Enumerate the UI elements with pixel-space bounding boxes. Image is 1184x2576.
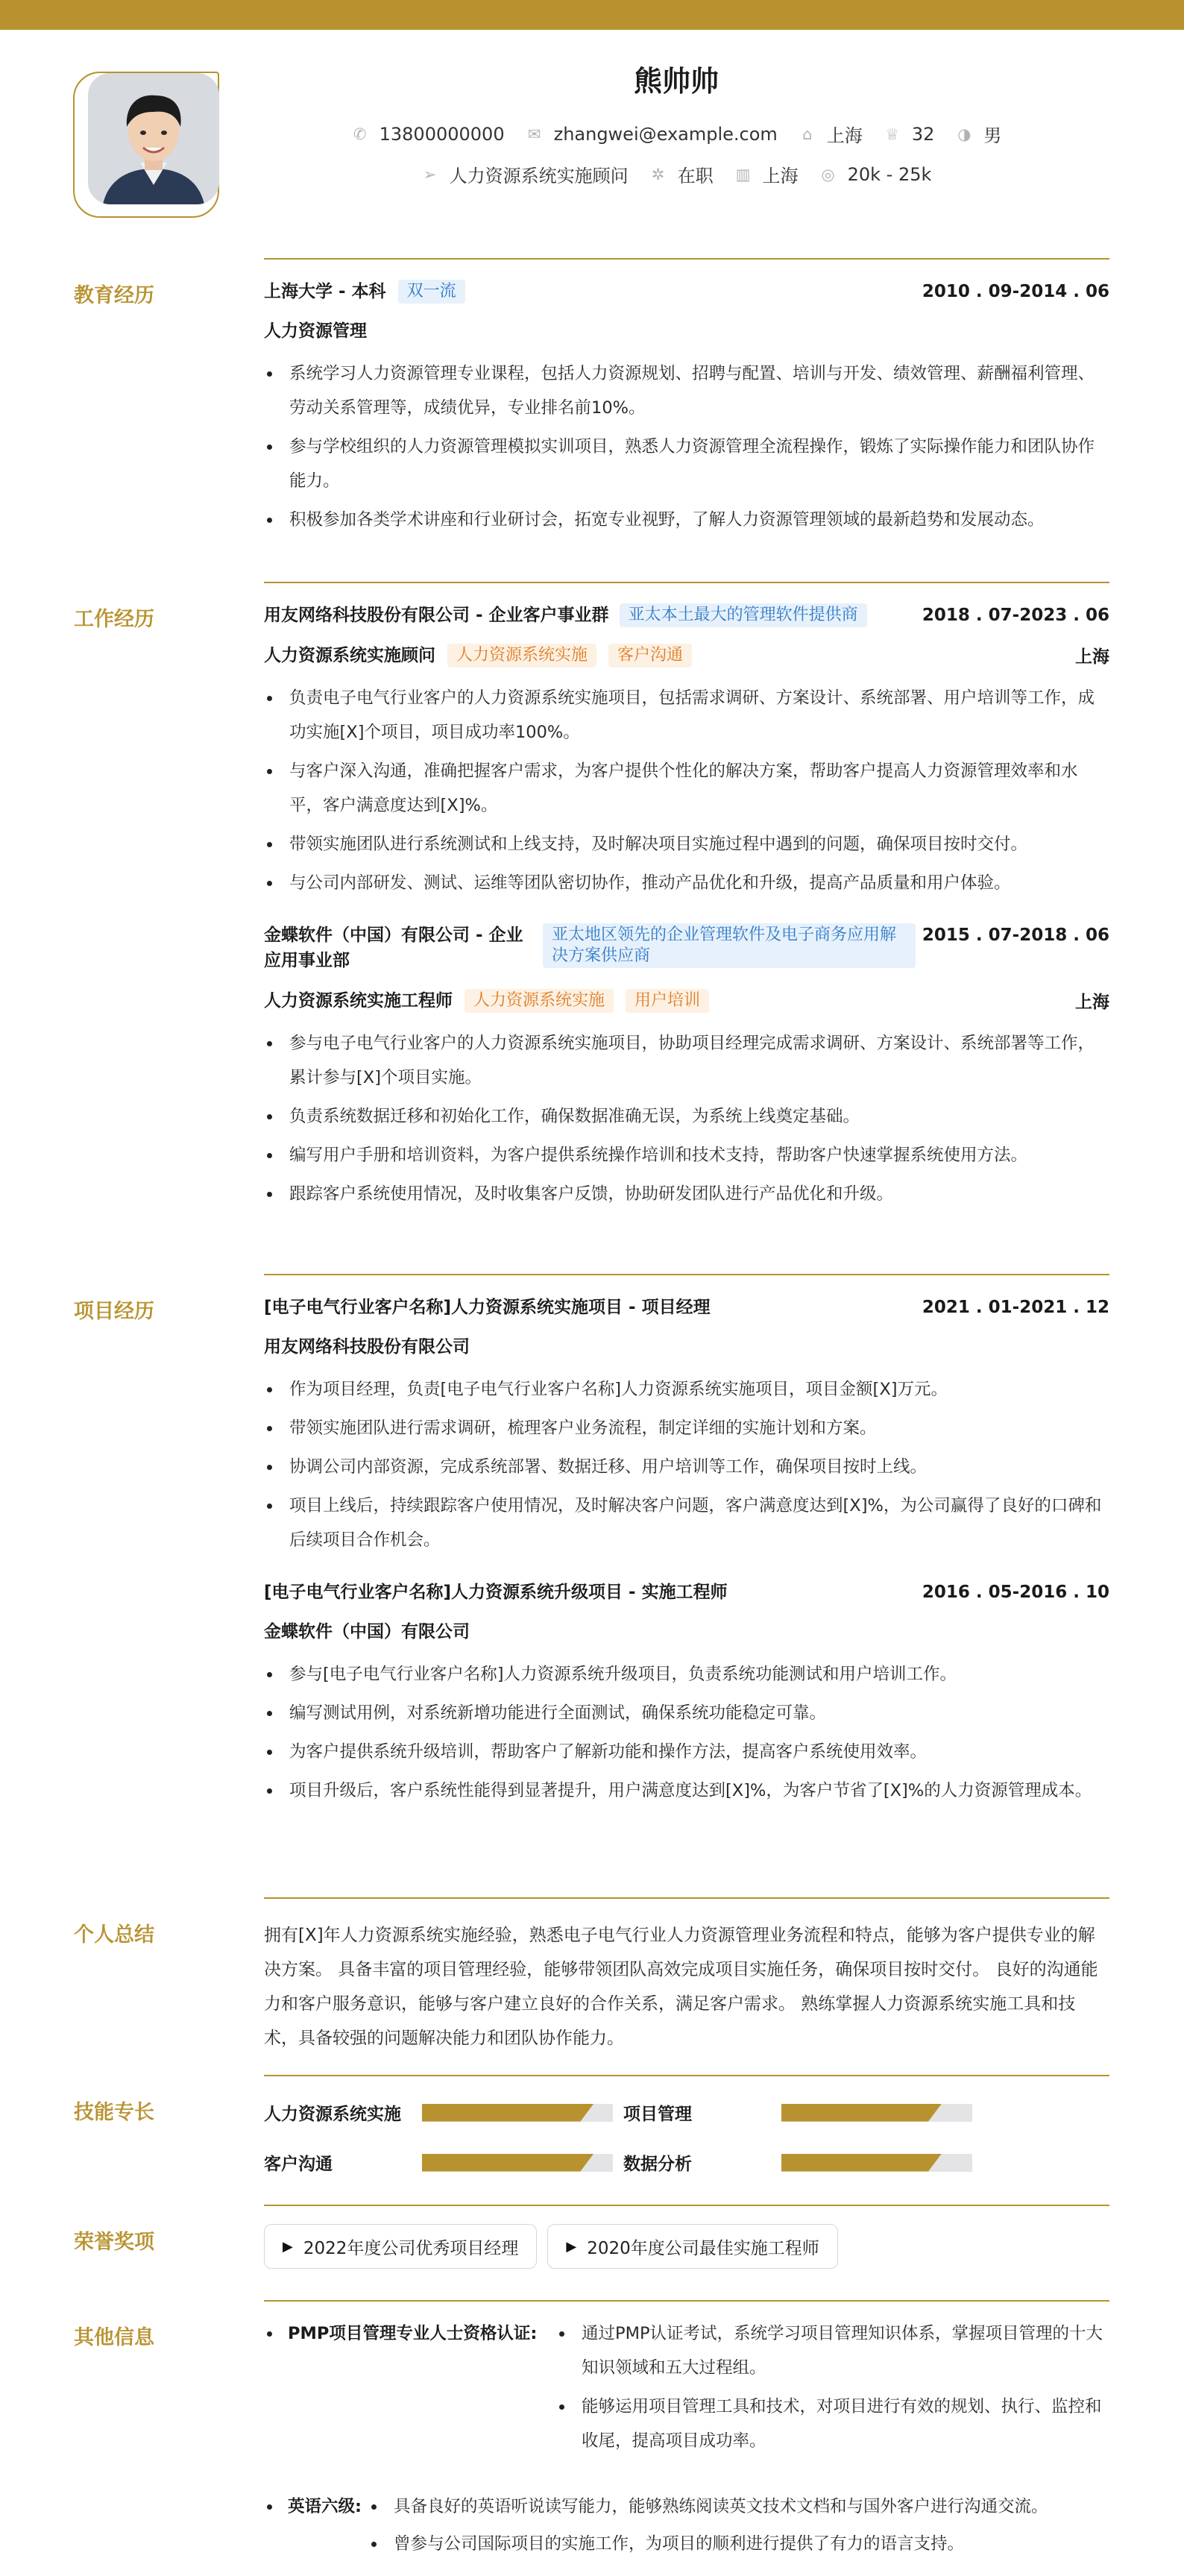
email-value: zhangwei@example.com xyxy=(553,123,778,145)
company-name: 金蝶软件（中国）有限公司 - 企业应用事业部 xyxy=(264,926,523,970)
role-title: 人力资源系统实施顾问 xyxy=(264,645,435,665)
project-entry-header xyxy=(264,1295,1109,1320)
skill-item xyxy=(623,2150,996,2175)
intention-row xyxy=(224,161,1129,187)
education-date: 2010 . 09-2014 . 06 xyxy=(922,282,1109,301)
city-item xyxy=(734,161,799,187)
project-name: [电子电气行业客户名称]人力资源系统实施项目 - 项目经理 xyxy=(264,1298,711,1317)
skill-bar-fill xyxy=(422,2154,593,2172)
list-item: 通过PMP认证考试，系统学习项目管理知识体系，掌握项目管理的十大知识领域和五大过程组。 xyxy=(556,2316,1109,2385)
list-item: 项目升级后，客户系统性能得到显著提升，用户满意度达到[X]%，为客户节省了[X]%的人力资源管理成本。 xyxy=(264,1774,1109,1808)
section-divider xyxy=(264,2205,1109,2206)
other-info-body xyxy=(264,2316,1109,2572)
section-title: 工作经历 xyxy=(74,608,154,631)
skill-item xyxy=(623,2100,996,2125)
project-bullets xyxy=(264,1372,1109,1557)
skill-name: 数据分析 xyxy=(623,2155,692,2174)
skill-bar xyxy=(781,2154,972,2172)
skills-body xyxy=(264,2100,1109,2175)
major: 人力资源管理 xyxy=(264,321,367,341)
phone-value: 13800000000 xyxy=(379,123,505,145)
hometown-value: 上海 xyxy=(826,125,863,146)
award-item xyxy=(264,2224,537,2269)
play-icon: ▶ xyxy=(566,2238,577,2255)
summary-text: 拥有[X]年人力资源系统实施经验，熟悉电子电气行业人力资源管理业务流程和特点，能够为客户提供专业的解决方案。 具备丰富的项目管理经验，能够带领团队高效完成项目实施任务，确保项目按时交付。 良好的沟通能力和客户服务意识，能够与客户建立良好的合作关系，满足客户需求。 熟练掌握人力资源系统实施工具和技术，具备较强的问题解决能力和团队协作能力。 xyxy=(264,1926,1098,2048)
section-divider xyxy=(264,582,1109,583)
project-name: [电子电气行业客户名称]人力资源系统升级项目 - 实施工程师 xyxy=(264,1583,728,1602)
list-item: 跟踪客户系统使用情况，及时收集客户反馈，协助研发团队进行产品优化和升级。 xyxy=(264,1177,1109,1211)
list-item: 编写测试用例，对系统新增功能进行全面测试，确保系统功能稳定可靠。 xyxy=(264,1696,1109,1730)
role-tag: 用户培训 xyxy=(626,989,709,1013)
list-item: 编写用户手册和培训资料，为客户提供系统操作培训和技术支持，帮助客户快速掌握系统使用方法。 xyxy=(264,1138,1109,1172)
other-info-values xyxy=(368,2489,1109,2566)
list-item: 协调公司内部资源，完成系统部署、数据迁移、用户培训等工作，确保项目按时上线。 xyxy=(264,1450,1109,1484)
other-info-item xyxy=(264,2489,1109,2572)
section-divider xyxy=(264,2075,1109,2076)
section-title: 技能专长 xyxy=(74,2101,154,2124)
work-city: 上海 xyxy=(1075,993,1109,1012)
other-info-key: PMP项目管理专业人士资格认证: xyxy=(264,2316,537,2351)
role-row xyxy=(264,643,1109,667)
phone-item xyxy=(351,124,505,145)
list-item: 作为项目经理，负责[电子电气行业客户名称]人力资源系统实施项目，项目金额[X]万元。 xyxy=(264,1372,1109,1407)
list-item: 曾参与公司国际项目的实施工作，为项目的顺利进行提供了有力的语言支持。 xyxy=(368,2527,1109,2561)
summary-body xyxy=(264,1918,1109,2055)
section-title: 荣誉奖项 xyxy=(74,2231,154,2254)
section-title: 个人总结 xyxy=(74,1923,154,1947)
gear-icon: ✲ xyxy=(651,165,665,183)
age-item xyxy=(884,124,935,145)
work-body xyxy=(264,603,1109,1216)
email-item xyxy=(526,124,778,145)
section-divider xyxy=(264,1897,1109,1899)
work-date: 2015 . 07-2018 . 06 xyxy=(922,926,1109,945)
home-icon: ⌂ xyxy=(802,125,813,143)
skill-name: 客户沟通 xyxy=(264,2155,333,2174)
education-body xyxy=(264,279,1109,541)
school-degree: 上海大学 - 本科 xyxy=(264,282,386,301)
project-bullets xyxy=(264,1657,1109,1808)
play-icon: ▶ xyxy=(283,2238,293,2255)
city-value: 上海 xyxy=(762,166,799,186)
section-title: 其他信息 xyxy=(74,2326,154,2349)
salary-value: 20k - 25k xyxy=(847,163,932,185)
project-company-row xyxy=(264,1620,1109,1644)
section-title: 教育经历 xyxy=(74,284,154,307)
contact-row xyxy=(224,121,1129,147)
work-date: 2018 . 07-2023 . 06 xyxy=(922,606,1109,625)
other-info-item xyxy=(264,2316,1109,2489)
role-title: 人力资源系统实施工程师 xyxy=(264,990,453,1011)
education-entry-header xyxy=(264,279,1109,304)
position-item xyxy=(421,161,629,187)
other-info-key: 英语六级: xyxy=(264,2489,362,2524)
project-entry-header xyxy=(264,1580,1109,1605)
list-item: 参与学校组织的人力资源管理模拟实训项目，熟悉人力资源管理全流程操作，锻炼了实际操作能力和团队协作能力。 xyxy=(264,430,1109,498)
hometown-item xyxy=(799,121,863,147)
building-icon: ▥ xyxy=(735,165,751,183)
other-info-values xyxy=(556,2316,1109,2463)
education-bullets xyxy=(264,356,1109,537)
project-company-row xyxy=(264,1335,1109,1359)
cake-icon: ♕ xyxy=(885,125,900,143)
skill-name: 人力资源系统实施 xyxy=(264,2105,401,2124)
skills-grid xyxy=(264,2100,1109,2175)
major-row xyxy=(264,319,1109,343)
age-value: 32 xyxy=(911,123,935,145)
work-entry-header xyxy=(264,923,1109,973)
list-item: 能够运用项目管理工具和技术，对项目进行有效的规划、执行、监控和收尾，提高项目成功率。 xyxy=(556,2390,1109,2458)
top-accent-bar xyxy=(0,0,1184,30)
list-item: 带领实施团队进行需求调研，梳理客户业务流程，制定详细的实施计划和方案。 xyxy=(264,1411,1109,1445)
award-label: 2022年度公司优秀项目经理 xyxy=(303,2238,519,2258)
position-value: 人力资源系统实施顾问 xyxy=(449,166,629,186)
list-item: 负责电子电气行业客户的人力资源系统实施项目，包括需求调研、方案设计、系统部署、用户培训等工作，成功实施[X]个项目，项目成功率100%。 xyxy=(264,681,1109,750)
skill-name: 项目管理 xyxy=(623,2105,692,2124)
skill-bar xyxy=(422,2154,613,2172)
work-bullets xyxy=(264,1026,1109,1211)
award-label: 2020年度公司最佳实施工程师 xyxy=(587,2238,819,2258)
gender-item xyxy=(955,121,1001,147)
phone-icon: ✆ xyxy=(353,125,367,143)
project-company: 金蝶软件（中国）有限公司 xyxy=(264,1622,470,1642)
section-title: 项目经历 xyxy=(74,1300,154,1323)
list-item: 与客户深入沟通，准确把握客户需求，为客户提供个性化的解决方案，帮助客户提高人力资源管理效率和水平，客户满意度达到[X]%。 xyxy=(264,754,1109,823)
list-item: 参与[电子电气行业客户名称]人力资源系统升级项目，负责系统功能测试和用户培训工作。 xyxy=(264,1657,1109,1691)
role-tag: 人力资源系统实施 xyxy=(447,644,596,667)
project-company: 用友网络科技股份有限公司 xyxy=(264,1337,470,1357)
role-row xyxy=(264,988,1109,1013)
skill-bar xyxy=(781,2104,972,2122)
gender-icon: ◑ xyxy=(957,125,972,143)
skill-item xyxy=(264,2150,623,2175)
awards-body xyxy=(264,2224,1109,2269)
award-item xyxy=(547,2224,837,2269)
project-date: 2016 . 05-2016 . 10 xyxy=(922,1583,1109,1602)
work-entry-header xyxy=(264,603,1109,628)
section-divider xyxy=(264,2300,1109,2302)
role-tag: 人力资源系统实施 xyxy=(465,989,614,1013)
work-bullets xyxy=(264,681,1109,900)
list-item: 参与电子电气行业客户的人力资源系统实施项目，协助项目经理完成需求调研、方案设计、系统部署等工作，累计参与[X]个项目实施。 xyxy=(264,1026,1109,1095)
list-item: 带领实施团队进行系统测试和上线支持，及时解决项目实施过程中遇到的问题，确保项目按时交付。 xyxy=(264,827,1109,861)
company-tag: 亚太地区领先的企业管理软件及电子商务应用解决方案供应商 xyxy=(543,923,916,968)
role-tag: 客户沟通 xyxy=(608,644,692,667)
section-divider xyxy=(264,258,1109,260)
mail-icon: ✉ xyxy=(527,125,541,143)
company-tag: 亚太本土最大的管理软件提供商 xyxy=(620,603,867,627)
skill-bar-fill xyxy=(422,2104,593,2122)
skill-bar-fill xyxy=(781,2154,942,2172)
list-item: 项目上线后，持续跟踪客户使用情况，及时解决客户问题，客户满意度达到[X]%，为公司赢得了良好的口碑和后续项目合作机会。 xyxy=(264,1489,1109,1557)
list-item: 与公司内部研发、测试、运维等团队密切协作，推动产品优化和升级，提高产品质量和用户体验。 xyxy=(264,866,1109,900)
money-icon: ◎ xyxy=(821,165,835,183)
send-icon: ➢ xyxy=(423,165,437,183)
gender-value: 男 xyxy=(983,125,1002,146)
list-item: 具备良好的英语听说读写能力，能够熟练阅读英文技术文档和与国外客户进行沟通交流。 xyxy=(368,2489,1109,2524)
projects-body xyxy=(264,1295,1109,1812)
skill-bar-fill xyxy=(781,2104,942,2122)
skill-item xyxy=(264,2100,623,2125)
section-divider xyxy=(264,1274,1109,1275)
project-date: 2021 . 01-2021 . 12 xyxy=(922,1298,1109,1317)
status-value: 在职 xyxy=(677,166,714,186)
list-item: 系统学习人力资源管理专业课程，包括人力资源规划、招聘与配置、培训与开发、绩效管理、薪酬福利管理、劳动关系管理等，成绩优异，专业排名前10%。 xyxy=(264,356,1109,425)
school-tag: 双一流 xyxy=(398,280,465,304)
list-item: 为客户提供系统升级培训，帮助客户了解新功能和操作方法，提高客户系统使用效率。 xyxy=(264,1735,1109,1769)
list-item: 积极参加各类学术讲座和行业研讨会，拓宽专业视野，了解人力资源管理领域的最新趋势和发展动态。 xyxy=(264,503,1109,537)
work-city: 上海 xyxy=(1075,647,1109,667)
status-item xyxy=(649,161,714,187)
candidate-name: 熊帅帅 xyxy=(633,65,719,98)
skill-bar xyxy=(422,2104,613,2122)
salary-item xyxy=(819,164,932,185)
list-item: 负责系统数据迁移和初始化工作，确保数据准确无误，为系统上线奠定基础。 xyxy=(264,1099,1109,1134)
company-name: 用友网络科技股份有限公司 - 企业客户事业群 xyxy=(264,606,609,625)
